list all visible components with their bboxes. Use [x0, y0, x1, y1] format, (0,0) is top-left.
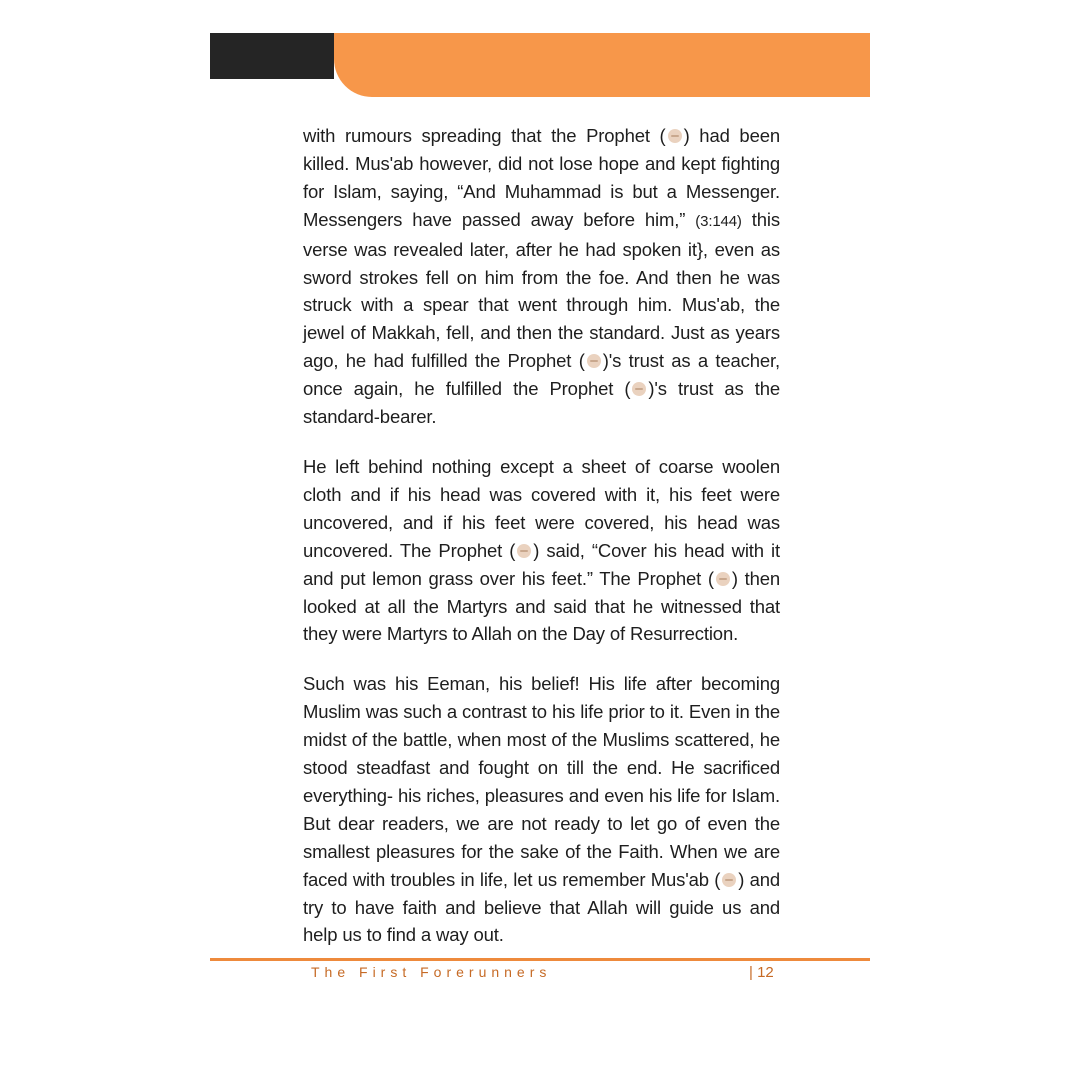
text-segment: this verse was revealed later, after he had spoken it}, even as sword strokes fell on him from the foe. And then he was struck with a spear that went through him. Mus'ab, the jewel of Makkah, fell, and then the standard. Just as years ago, he had fulfilled the Prophet (: [303, 208, 780, 372]
salutation-icon: [632, 382, 646, 396]
salutation-icon: [517, 544, 531, 558]
text-segment: ) had been killed. Mus'ab however, did not lose hope and kept fighting for Islam, saying, “And Muhammad is but a Messenger. Messengers have passed away before him,”: [303, 125, 780, 230]
page-body: [303, 122, 780, 949]
page-number: | 12: [749, 964, 774, 981]
header-dark-tab: [210, 33, 334, 79]
salutation-icon: [587, 354, 601, 368]
text-segment: ) and try to have faith and believe that Allah will guide us and help us to find a way out.: [303, 868, 780, 946]
verse-reference: (3:144): [695, 212, 742, 230]
text-segment: )'s trust as a teacher, once again, he fulfilled the Prophet (: [303, 350, 780, 400]
text-segment: with rumours spreading that the Prophet (: [303, 125, 666, 146]
text-segment: He left behind nothing except a sheet of coarse woolen cloth and if his head was covered with it, his feet were uncovered, and if his feet were covered, his head was uncovered. The Prophet (: [303, 455, 780, 561]
text-segment: Such was his Eeman, his belief! His life after becoming Muslim was such a contrast to his life prior to it. Even in the midst of the battle, when most of the Muslims scattered, he stood steadfast and fought on till the end. He sacrificed everything- his riches, pleasures and even his life for Islam. But dear readers, we are not ready to let go of even the smallest pleasures for the sake of the Faith. When we are faced with troubles in life, let us remember Mus'ab (: [303, 673, 780, 890]
running-footer-title: The First Forerunners: [311, 964, 552, 980]
text-segment: ) then looked at all the Martyrs and said that he witnessed that they were Martyrs to Allah on the Day of Resurrection.: [303, 567, 780, 645]
salutation-icon: [668, 129, 682, 143]
paragraph-1: [303, 122, 780, 431]
radiyallahu-anhu-icon: [722, 873, 736, 887]
header-orange-banner: [334, 33, 870, 97]
text-segment: )'s trust as the standard-bearer.: [303, 378, 781, 428]
footer-divider: [210, 958, 870, 961]
paragraph-3: [303, 670, 780, 949]
text-segment: ) said, “Cover his head with it and put lemon grass over his feet.” The Prophet (: [303, 539, 781, 589]
salutation-icon: [716, 572, 730, 586]
paragraph-2: [303, 453, 780, 648]
